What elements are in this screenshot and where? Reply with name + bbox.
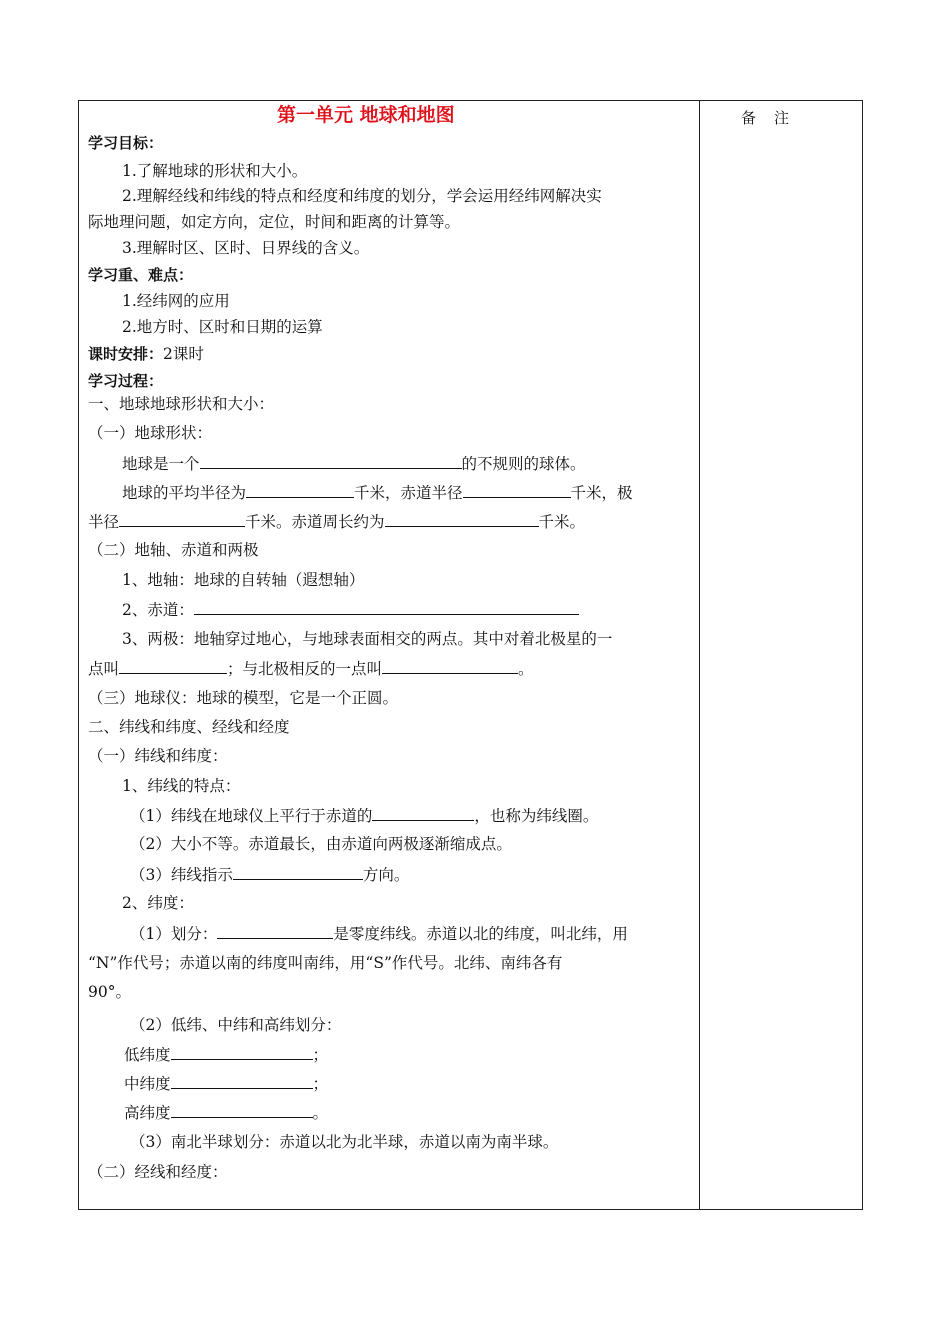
page-title: 第一单元 地球和地图 (277, 104, 455, 126)
lat-degree-line: 90°。 (88, 983, 131, 1001)
mid-lat-line: 中纬度 ； (124, 1075, 329, 1093)
schedule-line (88, 344, 204, 364)
answer-blank[interactable] (171, 1044, 313, 1060)
process-heading: 学习过程： (88, 372, 164, 390)
radius-line: 地球的平均半径为 千米，赤道半径 千米，极 (122, 484, 633, 502)
worksheet-table (78, 100, 863, 1210)
answer-blank[interactable] (119, 658, 227, 674)
answer-blank[interactable] (246, 482, 354, 498)
lat-feature-heading: 1、纬线的特点： (122, 777, 241, 795)
objective-item: 际地理问题，如定方向，定位，时间和距离的计算等。 (88, 213, 461, 231)
objectives-heading: 学习目标： (88, 134, 164, 152)
answer-blank[interactable] (385, 511, 539, 527)
subsection-heading: （一）地球形状： (88, 424, 213, 442)
globe-line: （三）地球仪：地球的模型，它是一个正圆。 (88, 689, 399, 707)
keypoint-item: 2.地方时、区时和日期的运算 (122, 318, 323, 336)
lat-zone-heading: （2）低纬、中纬和高纬划分： (130, 1016, 342, 1034)
answer-blank[interactable] (171, 1073, 313, 1089)
axis-line: 1、地轴：地球的自转轴（遐想轴） (122, 571, 365, 589)
poles-line: 3、两极：地轴穿过地心，与地球表面相交的两点。其中对着北极星的一 (122, 630, 613, 648)
radius-line: 半径 千米。赤道周长约为 千米。 (88, 513, 586, 531)
lat-feature-line: （1）纬线在地球仪上平行于赤道的 ，也称为纬线圈。 (130, 807, 599, 825)
remarks-column-header: 备注 (741, 109, 808, 127)
high-lat-line: 高纬度 。 (124, 1104, 329, 1122)
answer-blank[interactable] (119, 511, 245, 527)
lat-degree-heading: 2、纬度： (122, 894, 194, 912)
main-content-column (79, 101, 699, 1209)
column-divider (699, 101, 700, 1209)
answer-blank[interactable] (233, 864, 363, 880)
subsection-heading: （二）经线和经度： (88, 1163, 228, 1181)
section-heading: 一、地球地球形状和大小： (88, 395, 275, 413)
subsection-heading: （二）地轴、赤道和两极 (88, 541, 259, 559)
answer-blank[interactable] (372, 805, 474, 821)
schedule-value: 2课时 (163, 345, 204, 363)
answer-blank[interactable] (200, 453, 462, 469)
lat-degree-line: （1）划分： 是零度纬线。赤道以北的纬度，叫北纬，用 (130, 925, 628, 943)
answer-blank[interactable] (463, 482, 571, 498)
equator-line: 2、赤道： (122, 599, 579, 620)
poles-line: 点叫 ；与北极相反的一点叫 。 (88, 660, 534, 678)
keypoint-item: 1.经纬网的应用 (122, 292, 230, 310)
answer-blank[interactable] (217, 923, 333, 939)
schedule-heading: 课时安排： (88, 345, 164, 363)
lat-feature-line: （2）大小不等。赤道最长，由赤道向两极逐渐缩成点。 (130, 835, 512, 853)
keypoints-heading: 学习重、难点： (88, 266, 194, 284)
low-lat-line: 低纬度 ； (124, 1046, 329, 1064)
shape-line: 地球是一个 的不规则的球体。 (122, 455, 586, 473)
objective-item: 3.理解时区、区时、日界线的含义。 (122, 239, 370, 257)
answer-blank[interactable] (171, 1102, 313, 1118)
answer-blank[interactable] (382, 658, 518, 674)
lat-degree-line: “N”作代号；赤道以南的纬度叫南纬，用“S”作代号。北纬、南纬各有 (88, 954, 563, 972)
answer-blank[interactable] (194, 599, 579, 615)
section-heading: 二、纬线和纬度、经线和经度 (88, 718, 290, 736)
hemisphere-line: （3）南北半球划分：赤道以北为北半球，赤道以南为南半球。 (130, 1133, 559, 1151)
objective-item: 1.了解地球的形状和大小。 (122, 162, 308, 180)
lat-feature-line: （3）纬线指示 方向。 (130, 866, 410, 884)
objective-item: 2.理解经线和纬线的特点和经度和纬度的划分，学会运用经纬网解决实 (122, 187, 602, 205)
subsection-heading: （一）纬线和纬度： (88, 747, 228, 765)
